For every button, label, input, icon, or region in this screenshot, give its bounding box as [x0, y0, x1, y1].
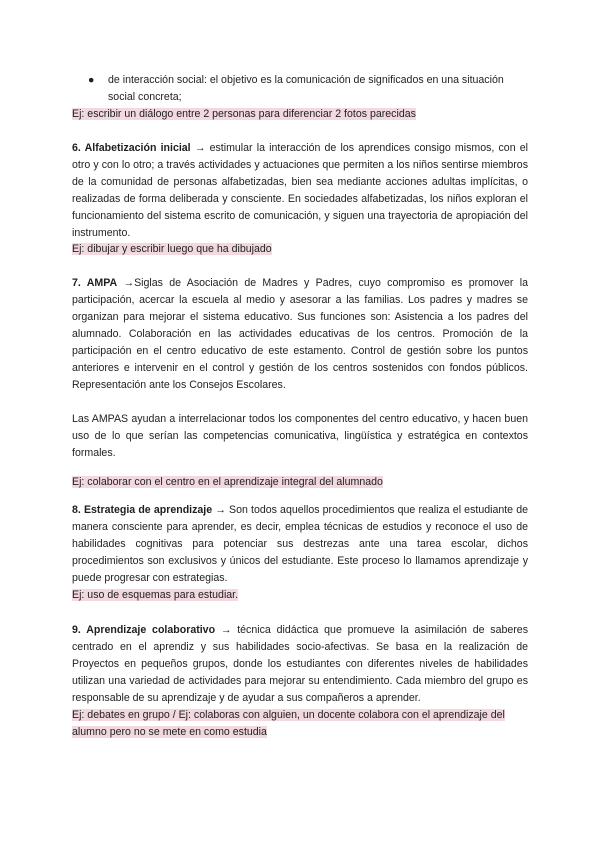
bullet-text: de interacción social: el objetivo es la comunicación de significados en una situación social concreta; — [108, 74, 504, 103]
example-top — [72, 106, 528, 123]
section-7 — [72, 275, 528, 394]
section-7-body: Siglas de Asociación de Madres y Padres, cuyo compromiso es promover la participación, acercar la escuela al medio y asesorar a las familias. Los padres y madres se organizan para mejorar el sistema educativo. Sus funciones son: Asistencia a los padres del alumnado. Colaboración en las actividades educativas de los centros. Promoción de la participación en el centro educativo de este estamento. Control de gestión sobre los puntos anteriores e intervenir en el control y gestión de los centros sostenidos con fondos públicos. Representación ante los Consejos Escolares. — [72, 277, 528, 391]
section-8-example — [72, 587, 528, 604]
section-7-example-text: Ej: colaborar con el centro en el aprendizaje integral del alumnado — [72, 476, 383, 488]
section-6-example — [72, 241, 528, 258]
section-6-arrow: → — [194, 142, 206, 154]
section-9-heading: 9. Aprendizaje colaborativo — [72, 624, 216, 636]
bullet-item — [88, 72, 528, 106]
section-8-arrow: → — [215, 504, 226, 516]
section-6 — [72, 140, 528, 242]
section-6-example-text: Ej: dibujar y escribir luego que ha dibujado — [72, 243, 272, 255]
section-8-body: Son todos aquellos procedimientos que realiza el estudiante de manera consciente para aprender, es decir, emplea técnicas de estudios y reconoce el uso de habilidades cognitivas para potenciar sus destrezas ante una tarea escolar, dichos procedimientos son exclusivos y únicos del estudiante. Este proceso lo llamamos aprendizaje y puede progresar con estrategias. — [72, 504, 528, 584]
section-7-example — [72, 474, 528, 491]
bullet-dot-icon: ● — [88, 74, 95, 86]
section-8-heading: 8. Estrategia de aprendizaje — [72, 504, 213, 516]
section-9 — [72, 622, 528, 707]
section-6-body: estimular la interacción de los aprendices consigo mismos, con el otro y con lo otro; a través actividades y actuaciones que permiten a los niños sentirse miembros de la comunidad de personas alfabetizadas, bien sea mediante acciones adultas implícitas, o realizadas de forma deliberada y consciente. En sociedades alfabetizadas, los niños exploran el funcionamiento del sistema escrito de comunicación, y siguen una trayectoria de apropiación del instrumento. — [72, 142, 528, 239]
section-7-heading: 7. AMPA — [72, 277, 118, 289]
section-7-arrow: → — [123, 277, 135, 289]
section-7-paragraph2: Las AMPAS ayudan a interrelacionar todos los componentes del centro educativo, y hacen buen uso de lo que serían las competencias comunicativa, lingüística y estratégica en contextos formales. — [72, 413, 528, 459]
section-8 — [72, 502, 528, 587]
section-9-example-text: Ej: debates en grupo / Ej: colaboras con alguien, un docente colabora con el aprendizaje del alumno pero no se mete en como estudia — [72, 709, 505, 738]
example-top-text: Ej: escribir un diálogo entre 2 personas para diferenciar 2 fotos parecidas — [72, 108, 416, 120]
section-9-example — [72, 707, 528, 741]
section-6-heading: 6. Alfabetización inicial — [72, 142, 191, 154]
section-8-example-text: Ej: uso de esquemas para estudiar. — [72, 589, 239, 601]
section-9-body: técnica didáctica que promueve la asimilación de saberes centrado en el aprendiz y sus habilidades socio-afectivas. Se basa en la realización de Proyectos en pequeños grupos, donde los estudiantes con diferentes niveles de habilidades utilizan una variedad de actividades para mejorar su entendimiento. Cada miembro del grupo es responsable de su aprendizaje y de ayudar a sus compañeros a aprender. — [72, 624, 528, 704]
section-9-arrow: → — [220, 624, 232, 636]
